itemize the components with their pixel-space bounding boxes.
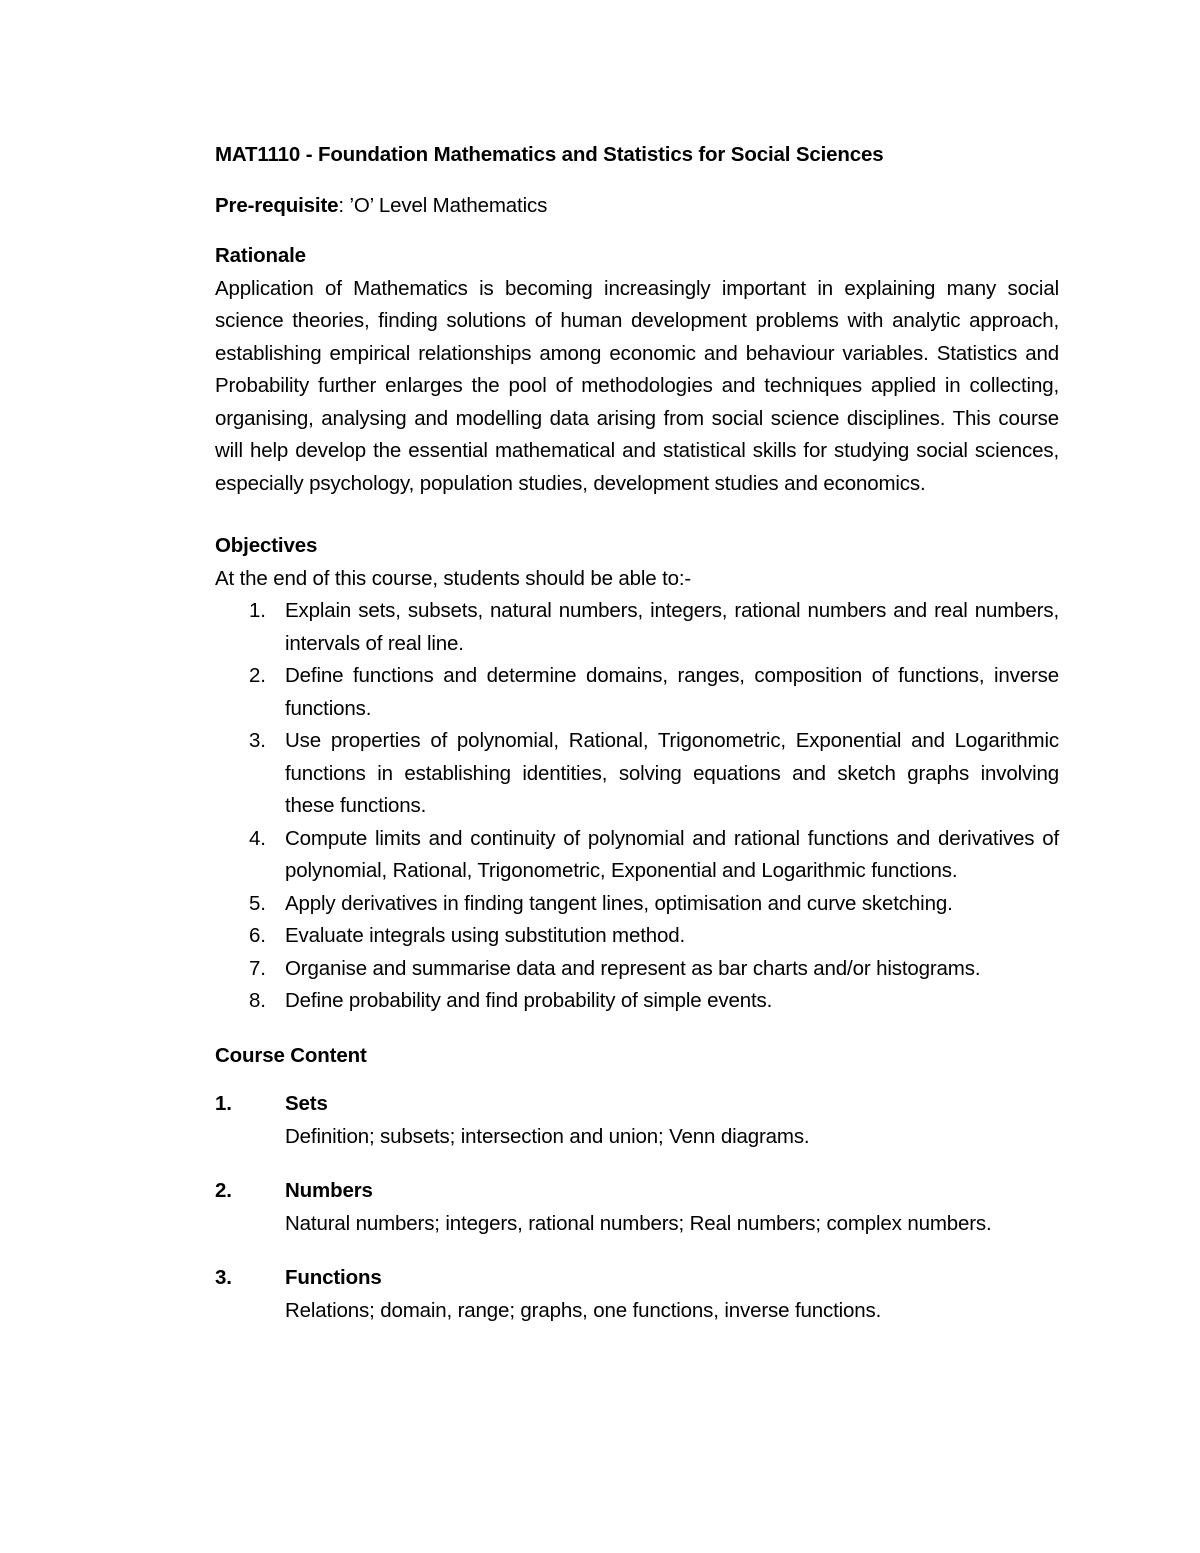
content-title: Sets	[285, 1092, 328, 1115]
objective-number: 8.	[249, 989, 266, 1012]
objective-text: Explain sets, subsets, natural numbers, integers, rational numbers and real numbers, intervals of real line.	[285, 599, 1059, 655]
content-title: Functions	[285, 1266, 382, 1289]
objective-item	[215, 953, 1059, 986]
objective-number: 1.	[249, 599, 266, 622]
objective-item	[215, 725, 1059, 823]
objective-item	[215, 985, 1059, 1018]
objectives-list	[215, 595, 1059, 1018]
content-number: 2.	[215, 1179, 232, 1202]
content-number: 1.	[215, 1092, 232, 1115]
rationale-text: Application of Mathematics is becoming increasingly important in explaining many social science theories, finding solutions of human development problems with analytic approach, establishing empirical relationships among economic and behaviour variables. Statistics and Probability further enlarges the pool of methodologies and techniques applied in collecting, organising, analysing and modelling data arising from social science disciplines. This course will help develop the essential mathematical and statistical skills for studying social sciences, especially psychology, population studies, development studies and economics.	[215, 276, 1059, 495]
content-item	[215, 1262, 1059, 1327]
objective-text: Define probability and find probability of simple events.	[285, 989, 773, 1012]
objective-number: 2.	[249, 664, 266, 687]
content-item	[215, 1175, 1059, 1240]
content-description: Relations; domain, range; graphs, one functions, inverse functions.	[285, 1298, 882, 1322]
prerequisite-line	[215, 190, 1059, 223]
content-item	[215, 1088, 1059, 1153]
objective-number: 6.	[249, 924, 266, 947]
prerequisite-label: Pre-requisite	[215, 193, 339, 217]
course-content-list	[215, 1088, 1059, 1327]
objective-item	[215, 920, 1059, 953]
content-description: Natural numbers; integers, rational numbers; Real numbers; complex numbers.	[285, 1211, 992, 1235]
objective-number: 3.	[249, 729, 266, 752]
objectives-intro: At the end of this course, students should be able to:-	[215, 566, 692, 590]
objective-text: Compute limits and continuity of polynomial and rational functions and derivatives of polynomial, Rational, Trigonometric, Exponential and Logarithmic functions.	[285, 826, 1059, 882]
objectives-heading: Objectives	[215, 534, 318, 557]
objective-item	[215, 823, 1059, 888]
objective-item	[215, 888, 1059, 921]
objective-text: Define functions and determine domains, ranges, composition of functions, inverse functions.	[285, 664, 1059, 720]
course-content-heading: Course Content	[215, 1043, 367, 1067]
objective-item	[215, 595, 1059, 660]
objective-text: Evaluate integrals using substitution method.	[285, 924, 686, 947]
objective-text: Apply derivatives in finding tangent lines, optimisation and curve sketching.	[285, 891, 953, 915]
content-title: Numbers	[285, 1179, 373, 1202]
objective-number: 4.	[249, 826, 266, 850]
objective-text: Use properties of polynomial, Rational, Trigonometric, Exponential and Logarithmic functions in establishing identities, solving equations and sketch graphs involving these functions.	[285, 729, 1059, 817]
objective-item	[215, 660, 1059, 725]
objective-text: Organise and summarise data and represent as bar charts and/or histograms.	[285, 956, 981, 980]
objective-number: 7.	[249, 956, 266, 980]
content-description: Definition; subsets; intersection and union; Venn diagrams.	[285, 1124, 810, 1148]
course-title: MAT1110 - Foundation Mathematics and Statistics for Social Sciences	[215, 143, 884, 166]
content-number: 3.	[215, 1266, 232, 1289]
document-page	[215, 139, 1059, 1349]
objective-number: 5.	[249, 891, 266, 915]
prerequisite-value: : ’O’ Level Mathematics	[338, 193, 548, 217]
rationale-heading: Rationale	[215, 244, 306, 267]
